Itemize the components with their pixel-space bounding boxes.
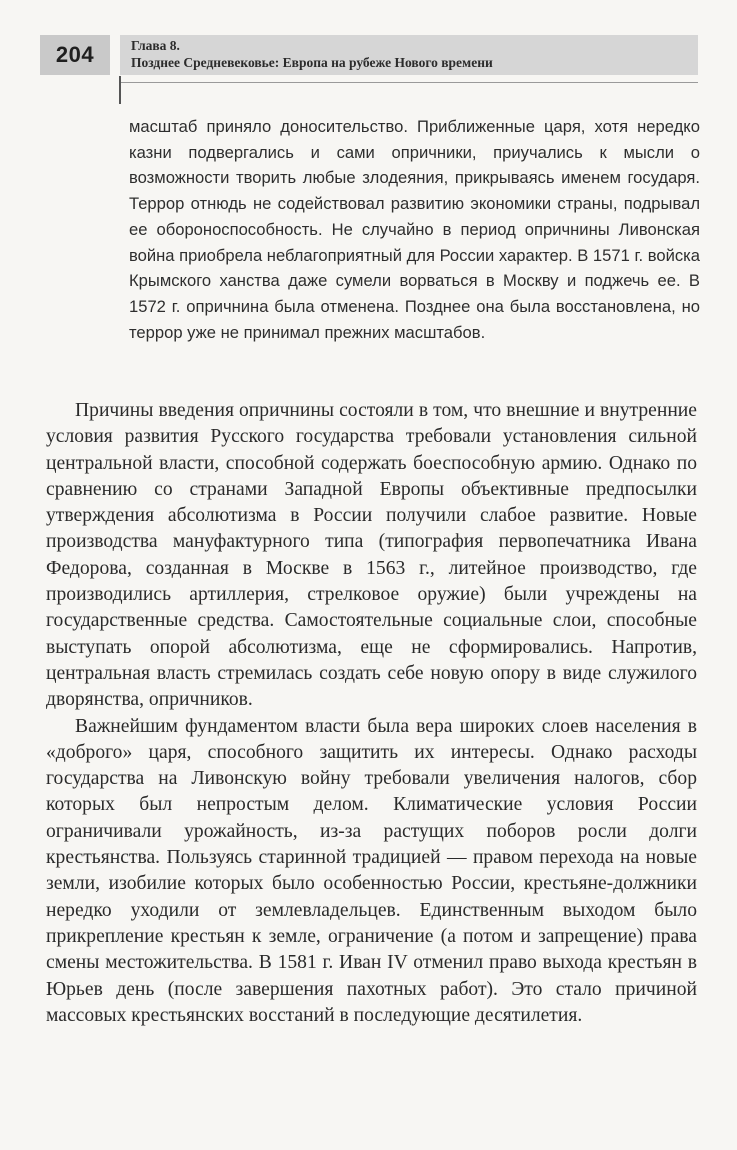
- paragraph: Важнейшим фундаментом власти была вера широких слоев населения в «доброго» царя, способного защитить их интересы. Однако расходы государства на Ливонскую войну требовали увеличения налогов, сбор которых был непростым делом. Климатические условия России ограничивали урожайность, из-за растущих поборов росли долги крестьянства. Пользуясь старинной традицией — правом перехода на новые земли, изобилие которых было особенностью России, крестьяне-должники нередко уходили от землевладельцев. Единственным выходом было прикрепление крестьян к земле, ограничение (а потом и запрещение) права смены местожительства. В 1581 г. Иван IV отменил право выхода крестьян в Юрьев день (после завершения пахотных работ). Это стало причиной массовых крестьянских восстаний в последующие десятилетия.: [46, 715, 697, 1026]
- paragraph: Причины введения опричнины состояли в том, что внешние и внутренние условия развития Русского государства требовали установления сильной центральной власти, способной содержать боеспособную армию. Однако по сравнению со странами Западной Европы объективные предпосылки утверждения абсолютизма в России получили слабое развитие. Новые производства мануфактурного типа (типография первопечатника Ивана Федорова, созданная в Москве в 1563 г., литейное производство, где производились артиллерия, стрелковое оружие) были учреждены на государственные средства. Самостоятельные социальные слои, способные выступать опорой абсолютизма, еще не сформировались. Напротив, центральная власть стремилась создать себе новую опору в виде служилого дворянства, опричников.: [46, 400, 697, 711]
- aside-text-block: масштаб приняло доносительство. Приближенные царя, хотя нередко казни подвергались и сами опричники, приучались к мысли о возможности творить любые злодеяния, прикрываясь именем государя. Террор отнюдь не содействовал развитию экономики страны, подрывал ее обороноспособность. Не случайно в период опричнины Ливонская война приобрела неблагоприятный для России характер. В 1571 г. войска Крымского ханства даже сумели ворваться в Москву и поджечь ее. В 1572 г. опричнина была отменена. Позднее она была восстановлена, но террор уже не принимал прежних масштабов.: [129, 117, 700, 342]
- page-header: [0, 0, 737, 110]
- header-divider: [120, 82, 698, 83]
- chapter-heading: [131, 37, 493, 71]
- chapter-title: Позднее Средневековье: Европа на рубеже Нового времени: [131, 55, 493, 70]
- chapter-label: Глава 8.: [131, 38, 180, 53]
- page-number: 204: [40, 35, 110, 75]
- main-text: [46, 398, 697, 1029]
- header-marker: [119, 76, 121, 104]
